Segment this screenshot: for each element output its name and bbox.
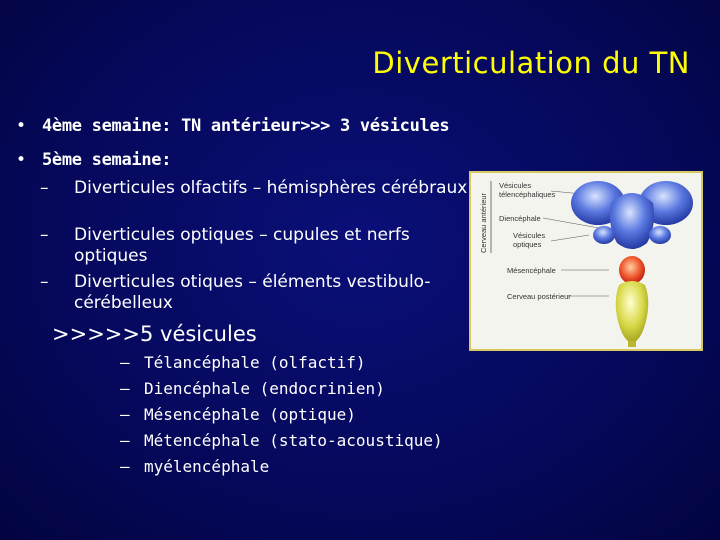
label-vesicules-optiques-1: Vésicules: [513, 231, 546, 240]
label-cerveau-posterieur: Cerveau postérieur: [507, 292, 571, 301]
spinal-cord: [628, 341, 636, 347]
vesicle-list: [120, 350, 443, 480]
five-vesicles-heading: >>>>>5 vésicules: [52, 322, 257, 346]
label-diencephale: Diencéphale: [499, 214, 541, 223]
label-vesicules-optiques-2: optiques: [513, 240, 542, 249]
label-mesencephale: Mésencéphale: [507, 266, 556, 275]
list-item-text: Métencéphale (stato-acoustique): [144, 431, 443, 450]
dash: –: [40, 178, 49, 198]
label-vesicules: Vésicules: [499, 181, 532, 190]
dash: –: [120, 405, 130, 424]
list-item: [120, 402, 443, 428]
subitem-text: Diverticules olfactifs – hémisphères cérébraux: [74, 178, 468, 198]
bullet-dot: •: [16, 150, 26, 170]
list-item: [120, 454, 443, 480]
slide-title: Diverticulation du TN: [372, 46, 690, 80]
subitem-olfactory: [40, 178, 469, 199]
leader-line: [551, 235, 589, 241]
list-item: [120, 376, 443, 402]
diencephalon: [610, 193, 654, 249]
optic-vesicle-right: [649, 226, 671, 244]
list-item-text: Télancéphale (olfactif): [144, 353, 366, 372]
brain-vesicles-illustration: [471, 173, 701, 349]
subitem-text: Diverticules optiques – cupules et nerfs optiques: [74, 225, 410, 266]
dash: –: [120, 431, 130, 450]
subitem-otic: [40, 272, 469, 314]
bullet-text: 4ème semaine: TN antérieur>>> 3 vésicules: [42, 116, 450, 136]
subitem-text: Diverticules otiques – éléments vestibulo-cérébelleux: [74, 272, 431, 313]
bullet-dot: •: [16, 116, 26, 136]
bullet-week-4: [16, 116, 449, 136]
mesencephalon: [619, 256, 645, 284]
hindbrain: [616, 281, 649, 343]
list-item-text: myélencéphale: [144, 457, 270, 476]
bullet-week-5: [16, 150, 171, 170]
dash: –: [120, 457, 130, 476]
list-item: [120, 428, 443, 454]
dash: –: [40, 272, 49, 292]
dash: –: [40, 225, 49, 245]
optic-vesicle-left: [593, 226, 615, 244]
subitem-optic: [40, 225, 469, 267]
bullet-text: 5ème semaine:: [42, 150, 172, 170]
dash: –: [120, 353, 130, 372]
list-item-text: Diencéphale (endocrinien): [144, 379, 385, 398]
brain-vesicles-figure: [469, 171, 703, 351]
list-item-text: Mésencéphale (optique): [144, 405, 356, 424]
list-item: [120, 350, 443, 376]
label-telencephaliques: télencéphaliques: [499, 190, 556, 199]
dash: –: [120, 379, 130, 398]
side-label-cerveau-anterieur: Cerveau antérieur: [479, 192, 488, 253]
